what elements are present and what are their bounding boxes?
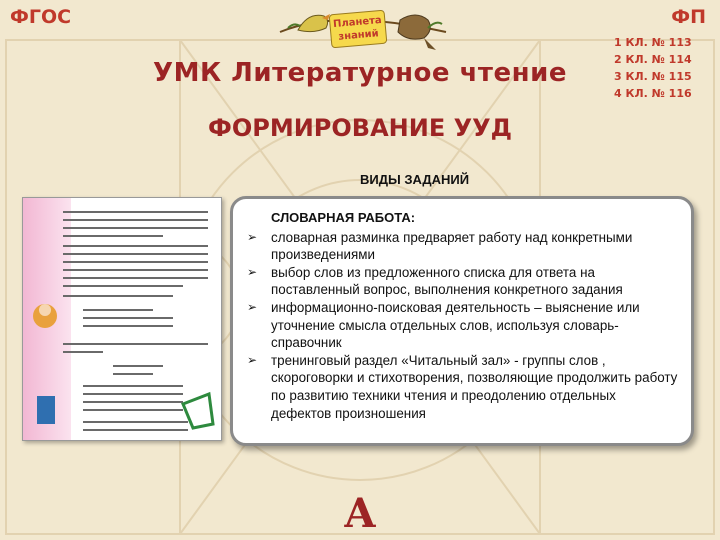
arrow-bullet-icon: ➢ xyxy=(247,229,258,244)
callout-list xyxy=(245,229,679,423)
section-label: ВИДЫ ЗАДАНИЙ xyxy=(360,172,470,187)
arrow-bullet-icon: ➢ xyxy=(247,299,258,314)
callout-heading: СЛОВАРНАЯ РАБОТА: xyxy=(271,210,416,225)
page-subtitle: ФОРМИРОВАНИЕ УУД xyxy=(208,114,512,142)
vocabulary-work-callout xyxy=(230,196,694,446)
letter-a-ornament: А xyxy=(343,490,377,537)
grade-item: 2 КЛ. № 114 xyxy=(614,53,692,66)
list-item: ➢ словарная разминка предваряет работу над конкретными произведениями xyxy=(247,229,633,263)
textbook-text-image xyxy=(23,198,222,441)
grade-item: 3 КЛ. № 115 xyxy=(614,70,692,83)
arrow-bullet-icon: ➢ xyxy=(247,264,258,279)
logo-text-line: знаний xyxy=(337,28,380,43)
grade-item: 1 КЛ. № 113 xyxy=(614,36,692,49)
list-item: ➢ информационно-поисковая деятельность – выяснение или уточнение смысла отдельных слов, используя словарь-справочник xyxy=(247,299,640,351)
fp-badge: ФП xyxy=(671,6,706,28)
list-item: ➢ тренинговый раздел «Читальный зал» - группы слов , скороговорки и стихотворения, позволяющие продолжить работу по развитию техники чтения и преодолению отдельных дефектов произношения xyxy=(247,352,678,421)
logo-text-line: Планета xyxy=(332,14,383,31)
logo-sign xyxy=(329,10,388,49)
page-title: УМК Литературное чтение xyxy=(153,58,567,88)
grade-item: 4 КЛ. № 116 xyxy=(614,87,692,100)
arrow-bullet-icon: ➢ xyxy=(247,352,258,367)
list-item: ➢ выбор слов из предложенного списка для ответа на поставленный вопрос, выполнения конкретного задания xyxy=(247,264,623,298)
fgos-badge: ФГОС xyxy=(10,6,72,28)
textbook-page-image xyxy=(22,197,222,441)
